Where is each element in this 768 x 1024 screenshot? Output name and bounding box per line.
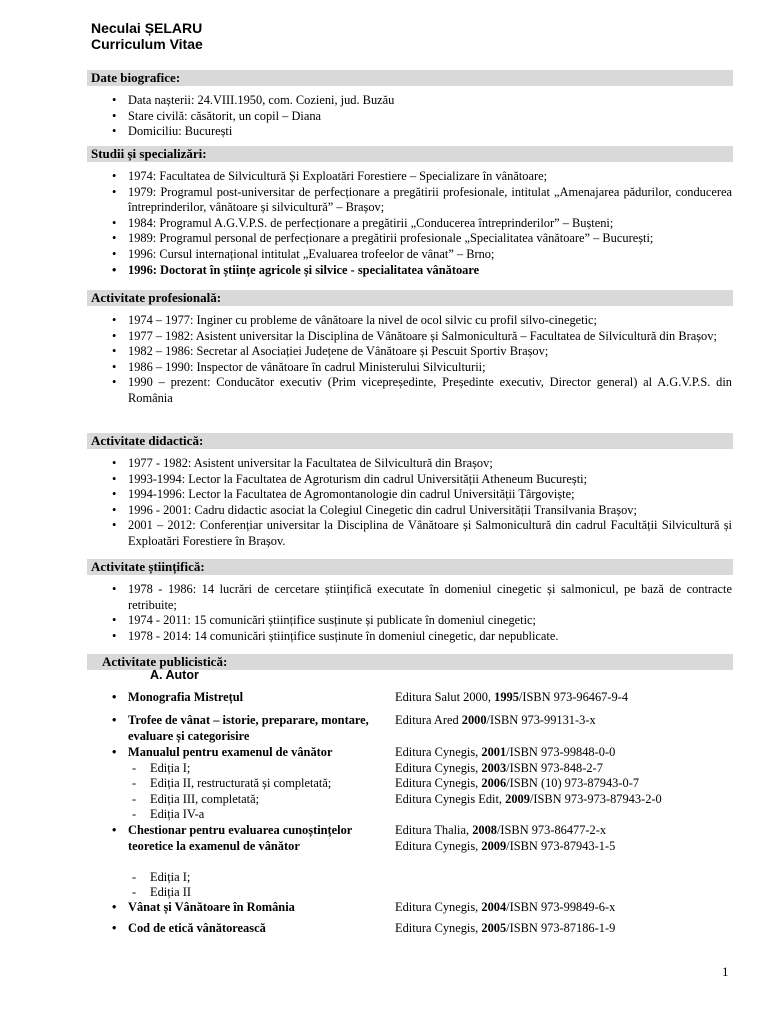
edition-line: Editura Cynegis, 2004/ISBN 973-99849-6-x: [395, 900, 616, 914]
list-item: • 1974 – 1977: Inginer cu probleme de vânătoare la nivel de ocol silvic cu profil silvo-cinegetic;: [112, 313, 732, 329]
edition-line: Editura Ared 2000/ISBN 973-99131-3-x: [395, 713, 596, 727]
list-item: • Domiciliu: București: [112, 124, 732, 140]
edition-label-list: [128, 870, 390, 901]
scientific-list: [112, 582, 732, 644]
edition-label: - Ediția III, completată;: [128, 792, 390, 808]
section-heading-scientific: Activitate științifică:: [87, 559, 733, 575]
publication-title-block: [112, 900, 382, 916]
list-item: • 1984: Programul A.G.V.P.S. de perfecționare a pregătirii „Conducerea întreprinderilor” – Bușteni;: [112, 216, 732, 232]
list-item: • 1974 - 2011: 15 comunicări științifice susținute și publicate în domeniul cinegetic;: [112, 613, 732, 629]
edition-label: - Ediția IV-a: [128, 807, 390, 823]
list-item: • Data nașterii: 24.VIII.1950, com. Cozieni, jud. Buzău: [112, 93, 732, 109]
bio-list: [112, 93, 732, 140]
publication-editions: [395, 900, 735, 916]
edition-line: Editura Cynegis, 2005/ISBN 973-87186-1-9: [395, 921, 616, 935]
publication-title-block: [112, 690, 382, 706]
person-name: Neculai ȘELARU: [91, 20, 203, 36]
edition-label-list: [128, 761, 390, 823]
bullet-icon: •: [112, 921, 117, 935]
list-item: • 1974: Facultatea de Silvicultură Și Exploatări Forestiere – Specializare în vânătoare;: [112, 169, 732, 185]
publication-title: Vânat și Vânătoare în România: [128, 900, 295, 914]
list-item: • 1978 - 1986: 14 lucrări de cercetare științifică executate în domeniul cinegetic și salmonicul, pe bază de contracte retribuite;: [112, 582, 732, 613]
list-item: • 1989: Programul personal de perfecționare a pregătirii profesionale „Specialitatea vânătoare” – București;: [112, 231, 732, 247]
section-heading-studies: Studii și specializări:: [87, 146, 733, 162]
bullet-icon: •: [112, 745, 117, 759]
bullet-icon: •: [112, 690, 117, 704]
edition-line: Editura Cynegis, 2006/ISBN (10) 973-87943-0-7: [395, 776, 640, 791]
cv-header: [91, 20, 203, 52]
publication-editions: [395, 921, 735, 937]
list-item: • 1996 - 2001: Cadru didactic asociat la Colegiul Cinegetic din cadrul Universității Transilvania Brașov;: [112, 503, 732, 519]
edition-label: - Ediția I;: [128, 870, 390, 886]
edition-line: Editura Thalia, 2008/ISBN 973-86477-2-x: [395, 823, 607, 837]
section-heading-publishing: Activitate publicistică:: [87, 654, 733, 670]
publication-editions: [395, 690, 735, 706]
list-item: • 1996: Doctorat în științe agricole și silvice - specialitatea vânătoare: [112, 263, 732, 279]
publication-editions: [395, 745, 735, 807]
edition-line: Editura Cynegis Edit, 2009/ISBN 973-973-87943-2-0: [395, 791, 662, 806]
publication-title: Cod de etică vânătorească: [128, 921, 266, 935]
list-item: • 1979: Programul post-universitar de perfecționare a pregătirii profesionale, intitulat „Amenajarea pădurilor, conducerea întreprinderilor, vânătoare și silvicultură” – Brașov;: [112, 185, 732, 216]
studies-list: [112, 169, 732, 278]
section-heading-teaching: Activitate didactică:: [87, 433, 733, 449]
publication-title: Trofee de vânat – istorie, preparare, montare, evaluare și categorisire: [128, 713, 369, 743]
list-item: • 2001 – 2012: Conferențiar universitar la Disciplina de Vânătoare și Salmonicultură din cadrul Facultății Silvicultură și Exploatări Forestiere în Brașov.: [112, 518, 732, 549]
publication-title-block: [112, 823, 382, 854]
list-item: • 1993-1994: Lector la Facultatea de Agroturism din cadrul Universității Atheneum București;: [112, 472, 732, 488]
edition-label: - Ediția I;: [128, 761, 390, 777]
publication-editions: [395, 823, 735, 854]
publication-title-block: [112, 713, 382, 744]
list-item: • Stare civilă: căsătorit, un copil – Diana: [112, 109, 732, 125]
bullet-icon: •: [112, 900, 117, 914]
list-item: • 1977 - 1982: Asistent universitar la Facultatea de Silvicultură din Brașov;: [112, 456, 732, 472]
publication-title-block: [112, 745, 382, 761]
edition-label: - Ediția II, restructurată și completată;: [128, 776, 390, 792]
page-number: 1: [722, 964, 729, 979]
teaching-list: [112, 456, 732, 550]
list-item: • 1982 – 1986: Secretar al Asociației Județene de Vânătoare și Pescuit Sportiv Brașov;: [112, 344, 732, 360]
edition-line: Editura Cynegis, 2001/ISBN 973-99848-0-0: [395, 745, 616, 759]
list-item: • 1978 - 2014: 14 comunicări științifice susținute în domeniul cinegetic, dar nepublicate.: [112, 629, 732, 645]
list-item: • 1986 – 1990: Inspector de vânătoare în cadrul Ministerului Silviculturii;: [112, 360, 732, 376]
professional-list: [112, 313, 732, 407]
list-item: • 1990 – prezent: Conducător executiv (Prim vicepreședinte, Președinte executiv, Director general) al A.G.V.P.S. din România: [112, 375, 732, 406]
publishing-subheading: A. Autor: [150, 668, 199, 682]
publication-title: Manualul pentru examenul de vânător: [128, 745, 333, 759]
edition-line: Editura Salut 2000, 1995/ISBN 973-96467-9-4: [395, 690, 629, 704]
bullet-icon: •: [112, 713, 117, 727]
list-item: • 1977 – 1982: Asistent universitar la Disciplina de Vânătoare și Salmonicultură – Facultatea de Silvicultură din Brașov;: [112, 329, 732, 345]
edition-line: Editura Cynegis, 2009/ISBN 973-87943-1-5: [395, 838, 616, 853]
list-item: • 1996: Cursul internațional intitulat „Evaluarea trofeelor de vânat” – Brno;: [112, 247, 732, 263]
section-heading-bio: Date biografice:: [87, 70, 733, 86]
publication-title: Monografia Mistrețul: [128, 690, 244, 704]
bullet-icon: •: [112, 823, 117, 837]
publication-editions: [395, 713, 735, 729]
list-item: • 1994-1996: Lector la Facultatea de Agromontanologie din cadrul Universității Târgoviște;: [112, 487, 732, 503]
publication-title: Chestionar pentru evaluarea cunoștințelor teoretice la examenul de vânător: [128, 823, 353, 853]
document-subtitle: Curriculum Vitae: [91, 36, 203, 52]
edition-label: - Ediția II: [128, 885, 390, 901]
section-heading-professional: Activitate profesională:: [87, 290, 733, 306]
publication-title-block: [112, 921, 382, 937]
edition-line: Editura Cynegis, 2003/ISBN 973-848-2-7: [395, 760, 603, 775]
